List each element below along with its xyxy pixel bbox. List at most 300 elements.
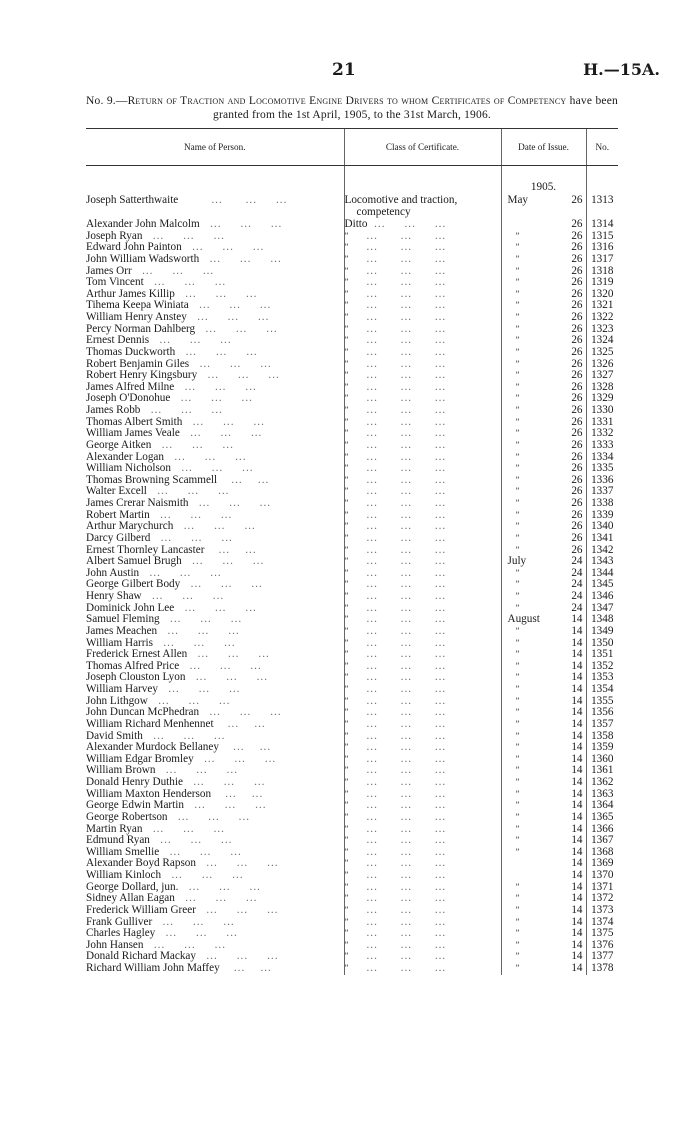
table-row: Alexander Boyd Rapson ... ... ... ” ... ... ... 14 1369: [86, 858, 618, 870]
issue-day: 26: [571, 427, 583, 440]
certificate-class: ”: [344, 416, 349, 427]
certificate-number: 1366: [586, 824, 618, 836]
issue-day: 26: [571, 194, 583, 207]
certificate-class: ”: [344, 230, 349, 241]
issue-day: 24: [571, 601, 583, 614]
issue-day: 26: [571, 276, 583, 289]
certificate-number: 1353: [586, 672, 618, 684]
certificate-class: ”: [344, 393, 349, 404]
issue-date: [501, 498, 586, 510]
issue-day: 14: [571, 903, 583, 916]
issue-month: ”: [515, 230, 520, 241]
certificate-class: ”: [344, 532, 349, 543]
issue-day: 26: [571, 357, 583, 370]
table-row: Thomas Browning Scammell ... ... ” ... ... ... ” 26 1336: [86, 475, 618, 487]
certificate-number: 1329: [586, 393, 618, 405]
person-name: James Alfred Milne: [86, 381, 175, 393]
table-row: William Nicholson ... ... ... ” ... ... ... ” 26 1335: [86, 463, 618, 475]
table-row: Alexander Murdock Bellaney ... ... ” ... ... ... ” 14 1359: [86, 742, 618, 754]
person-name: John Duncan McPhedran: [86, 707, 200, 719]
issue-month: ”: [515, 660, 520, 671]
person-name: Martin Ryan: [86, 823, 143, 835]
issue-day: 26: [571, 462, 583, 475]
certificate-class: ”: [344, 288, 349, 299]
person-name: John William Wadsworth: [86, 253, 200, 265]
issue-month: ”: [515, 963, 520, 973]
certificate-number: 1359: [586, 742, 618, 754]
certificate-class: ”: [344, 660, 349, 671]
issue-month: ”: [515, 916, 520, 927]
document-reference: H.—15A.: [583, 60, 660, 79]
table-row: James Meachen ... ... ... ” ... ... ... ” 14 1349: [86, 626, 618, 638]
header-no: No.: [586, 129, 618, 166]
certificate-class: ”: [344, 405, 349, 415]
certificate-class: ”: [344, 893, 349, 904]
table-row: Frederick William Greer ... ... ... ” ... ... ... ” 14 1373: [86, 905, 618, 917]
person-name: Percy Norman Dahlberg: [86, 323, 196, 335]
issue-day: 14: [571, 752, 583, 765]
table-row: Joseph Satterthwaite ... ... ... Locomotive and traction, May 26 1313: [86, 194, 618, 207]
certificate-number: 1314: [586, 219, 618, 231]
certificate-class: ”: [344, 567, 349, 578]
issue-month: ”: [515, 451, 520, 462]
caption-title: Return of Traction and Locomotive Engine Drivers to whom Certificates of Competency: [127, 95, 567, 107]
person-name: Arthur James Killip: [86, 288, 175, 300]
issue-month: ”: [515, 788, 520, 799]
person-name: Donald Henry Duthie: [86, 777, 183, 788]
certificate-number: 1339: [586, 510, 618, 522]
certificate-number: 1345: [586, 579, 618, 591]
issue-month: ”: [515, 532, 520, 543]
issue-date: [501, 219, 586, 231]
certificate-number: 1330: [586, 405, 618, 417]
issue-month: ”: [515, 939, 520, 950]
issue-month: ”: [515, 265, 520, 276]
issue-day: 14: [571, 799, 583, 812]
certificate-number: 1375: [586, 928, 618, 940]
certificate-class: ”: [344, 486, 349, 497]
certificate-class: ”: [344, 451, 349, 462]
table-row: James Alfred Milne ... ... ... ” ... ... ... ” 26 1328: [86, 382, 618, 394]
issue-day: 26: [571, 334, 583, 347]
table-row: Albert Samuel Brugh ... ... ... ” ... ... ... July 24 1343: [86, 556, 618, 568]
person-name: William Maxton Henderson: [86, 788, 212, 800]
issue-month: ”: [515, 881, 520, 892]
person-name: Thomas Duckworth: [86, 346, 176, 358]
certificate-number: 1349: [586, 626, 618, 638]
issue-day: 24: [571, 578, 583, 591]
issue-day: 26: [571, 508, 583, 521]
table-row: Sidney Allan Eagan ... ... ... ” ... ... ... ” 14 1372: [86, 893, 618, 905]
person-name: Robert Henry Kingsbury: [86, 370, 198, 382]
issue-month: ”: [515, 567, 520, 578]
table-row: Robert Martin ... ... ... ” ... ... ... ” 26 1339: [86, 510, 618, 522]
issue-month: ”: [515, 312, 520, 322]
person-name: Dominick John Lee: [86, 602, 175, 614]
certificate-number: 1341: [586, 533, 618, 545]
person-name: Henry Shaw: [86, 591, 142, 602]
issue-day: 14: [571, 915, 583, 928]
issue-day: 26: [571, 438, 583, 451]
certificate-number: 1351: [586, 649, 618, 661]
issue-month: ”: [515, 381, 520, 392]
certificate-class: ”: [344, 695, 349, 706]
certificate-class: ”: [344, 904, 349, 915]
issue-month: ”: [515, 800, 520, 811]
certificate-number: 1368: [586, 847, 618, 859]
issue-month: ”: [515, 486, 520, 497]
person-name: John Hansen: [86, 939, 144, 951]
issue-day: 26: [571, 345, 583, 358]
issue-month: ”: [515, 242, 520, 253]
issue-day: 26: [571, 287, 583, 300]
issue-day: 14: [571, 938, 583, 951]
issue-month: ”: [515, 277, 520, 288]
certificate-number: 1362: [586, 777, 618, 789]
certificate-class: ”: [344, 242, 349, 253]
issue-day: 26: [571, 369, 583, 382]
certificate-number: 1323: [586, 324, 618, 336]
certificate-number: 1315: [586, 231, 618, 243]
issue-date: [501, 194, 586, 207]
table-row: William Richard Menhennet ... ... ” ... ... ... ” 14 1357: [86, 719, 618, 731]
certificate-class: ”: [344, 509, 349, 520]
certificate-class: ”: [344, 346, 349, 357]
certificate-class: ”: [344, 428, 349, 439]
issue-month: ”: [515, 951, 520, 962]
certificate-class: ”: [344, 591, 349, 601]
table-row: Frederick Ernest Allen ... ... ... ” ... ... ... ” 14 1351: [86, 649, 618, 661]
certificate-class: ”: [344, 788, 349, 799]
certificate-number: 1378: [586, 963, 618, 975]
issue-day: 14: [571, 706, 583, 719]
table-row: George Robertson ... ... ... ” ... ... ... ” 14 1365: [86, 812, 618, 824]
certificate-class: ”: [344, 370, 349, 381]
issue-day: 26: [571, 241, 583, 254]
table-row: Donald Henry Duthie ... ... ... ” ... ... ... ” 14 1362: [86, 777, 618, 789]
certificate-number: 1364: [586, 800, 618, 812]
table-row: William Smellie ... ... ... ” ... ... ... ” 14 1368: [86, 847, 618, 859]
certificate-number: 1320: [586, 289, 618, 301]
issue-day: 26: [571, 322, 583, 335]
issue-date: [501, 719, 586, 731]
table-row: Henry Shaw ... ... ... ” ... ... ... ” 24 1346: [86, 591, 618, 603]
table-row: James Robb ... ... ... ” ... ... ... ” 26 1330: [86, 405, 618, 417]
issue-month: ”: [515, 835, 520, 846]
certificate-number: 1358: [586, 731, 618, 743]
person-name: Sidney Allan Eagan: [86, 893, 175, 905]
table-row: Walter Excell ... ... ... ” ... ... ... ” 26 1337: [86, 486, 618, 498]
person-name: William Kinloch: [86, 870, 162, 881]
certificate-class: ”: [344, 381, 349, 392]
issue-day: 14: [571, 927, 583, 940]
certificate-number: 1334: [586, 452, 618, 464]
person-name: George Gilbert Body: [86, 579, 181, 591]
certificate-number: 1325: [586, 347, 618, 359]
certificate-number: 1316: [586, 242, 618, 254]
person-name: George Dollard, jun.: [86, 881, 179, 893]
issue-date: [501, 347, 586, 359]
certificate-class: ”: [344, 916, 349, 927]
table-row: David Smith ... ... ... ” ... ... ... ” 14 1358: [86, 731, 618, 743]
person-name: Alexander Murdock Bellaney: [86, 742, 219, 754]
table-row: Edmund Ryan ... ... ... ” ... ... ... ” 14 1367: [86, 835, 618, 847]
issue-day: 26: [571, 485, 583, 498]
certificate-class: ”: [344, 707, 349, 718]
person-name: Donald Richard Mackay: [86, 951, 196, 963]
issue-month: ”: [515, 684, 520, 694]
issue-month: ”: [515, 777, 520, 787]
table-row: John Austin ... ... ... ” ... ... ... ” 24 1344: [86, 568, 618, 580]
table-row: William Kinloch ... ... ... ” ... ... ... 14 1370: [86, 870, 618, 882]
person-name: Robert Benjamin Giles: [86, 358, 190, 370]
person-name: William Smellie: [86, 846, 160, 858]
table-row: John Duncan McPhedran ... ... ... ” ... ... ... ” 14 1356: [86, 707, 618, 719]
issue-date: [501, 312, 586, 324]
certificate-class: ”: [344, 439, 349, 450]
issue-month: ”: [515, 893, 520, 904]
table-row: Robert Henry Kingsbury ... ... ... ” ... ... ... ” 26 1327: [86, 370, 618, 382]
table-row: Richard William John Maffey ... ... ” ... ... ... ” 14 1378: [86, 963, 618, 975]
issue-month: ”: [515, 428, 520, 439]
issue-month: ”: [515, 393, 520, 404]
issue-day: 26: [571, 218, 583, 230]
person-name: David Smith: [86, 730, 143, 742]
issue-day: 14: [571, 613, 583, 626]
person-name: Joseph Satterthwaite: [86, 194, 179, 207]
issue-month: ”: [515, 521, 520, 532]
table-row: Ernest Thornley Lancaster ... ... ” ... ... ... ” 26 1342: [86, 545, 618, 557]
caption-rest: have been granted from the 1st April, 1905, to the 31st March, 1906.: [213, 95, 618, 121]
person-name: Ernest Dennis: [86, 335, 150, 347]
certificate-class: ”: [344, 521, 349, 532]
certificate-number: 1348: [586, 614, 618, 626]
table-row: James Crerar Naismith ... ... ... ” ... ... ... ” 26 1338: [86, 498, 618, 510]
person-name: Thomas Alfred Price: [86, 660, 180, 672]
issue-month: ”: [515, 288, 520, 299]
issue-day: 26: [571, 531, 583, 544]
person-name: Edward John Painton: [86, 242, 182, 254]
certificate-class: ”: [344, 718, 349, 729]
issue-month: May: [507, 194, 529, 207]
issue-month: ”: [515, 695, 520, 706]
table-row: George Dollard, jun. ... ... ... ” ... ... ... ” 14 1371: [86, 882, 618, 894]
certificate-class: ”: [344, 846, 349, 857]
table-row: Frank Gulliver ... ... ... ” ... ... ... ” 14 1374: [86, 917, 618, 929]
certificate-number: 1319: [586, 277, 618, 289]
certificate-number: 1352: [586, 661, 618, 673]
certificate-class: ”: [344, 730, 349, 741]
certificate-number: 1333: [586, 440, 618, 452]
issue-month: ”: [515, 498, 520, 508]
table-row: Tom Vincent ... ... ... ” ... ... ... ” 26 1319: [86, 277, 618, 289]
certificate-class: ”: [344, 951, 349, 962]
table-row: Robert Benjamin Giles ... ... ... ” ... ... ... ” 26 1326: [86, 359, 618, 371]
person-name: William Henry Anstey: [86, 312, 187, 323]
certificate-class: ”: [344, 928, 349, 939]
certificate-class: ”: [344, 800, 349, 811]
issue-month: August: [507, 613, 540, 626]
issue-date: [501, 626, 586, 638]
table-row: William Henry Anstey ... ... ... ” ... ... ... ” 26 1322: [86, 312, 618, 324]
caption-prefix: No. 9.—: [86, 95, 128, 107]
person-name: Frank Gulliver: [86, 916, 153, 928]
table-row: Arthur James Killip ... ... ... ” ... ... ... ” 26 1320: [86, 289, 618, 301]
issue-month: ”: [515, 300, 520, 311]
certificate-number: 1328: [586, 382, 618, 394]
issue-date: [501, 556, 586, 568]
certificate-number: 1361: [586, 765, 618, 777]
certificate-class: ”: [344, 300, 349, 311]
table-header-row: [86, 129, 618, 166]
certificate-class: ”: [344, 753, 349, 764]
issue-date: [501, 905, 586, 917]
person-name: James Meachen: [86, 625, 158, 637]
table-row: Ernest Dennis ... ... ... ” ... ... ... ” 26 1324: [86, 335, 618, 347]
header-date: Date of Issue.: [501, 129, 586, 166]
certificate-number: 1377: [586, 951, 618, 963]
certificate-class: ”: [344, 556, 349, 567]
certificate-class: ”: [344, 253, 349, 264]
certificate-class: ”: [344, 602, 349, 613]
issue-date: [501, 440, 586, 452]
certificate-class: ”: [344, 963, 349, 973]
header-name: Name of Person.: [86, 129, 344, 166]
table-row: John Hansen ... ... ... ” ... ... ... ” 14 1376: [86, 940, 618, 952]
certificate-number: 1360: [586, 754, 618, 766]
page-number: 21: [332, 60, 356, 80]
issue-month: ”: [515, 730, 520, 741]
certificate-class: ”: [344, 463, 349, 474]
person-name: William Harvey: [86, 684, 158, 695]
person-name: William Harris: [86, 637, 153, 649]
issue-date: [501, 928, 586, 940]
issue-month: July: [507, 555, 527, 568]
certificate-class: ”: [344, 939, 349, 950]
person-name: Joseph O'Donohue: [86, 393, 171, 405]
issue-day: 14: [571, 694, 583, 707]
table-row: William Edgar Bromley ... ... ... ” ... ... ... ” 14 1360: [86, 754, 618, 766]
issue-date: [501, 591, 586, 603]
issue-date: [501, 742, 586, 754]
issue-day: 14: [571, 717, 583, 730]
certificate-number: 1365: [586, 812, 618, 824]
issue-day: 26: [571, 473, 583, 486]
issue-month: ”: [515, 370, 520, 381]
person-name: James Robb: [86, 405, 141, 416]
issue-month: ”: [515, 439, 520, 450]
certificate-number: 1355: [586, 696, 618, 708]
certificate-number: 1343: [586, 556, 618, 568]
issue-day: 14: [571, 659, 583, 672]
table-row: Tihema Keepa Winiata ... ... ... ” ... ... ... ” 26 1321: [86, 300, 618, 312]
issue-month: ”: [515, 358, 520, 369]
table-row: John Lithgow ... ... ... ” ... ... ... ” 14 1355: [86, 696, 618, 708]
issue-day: 26: [571, 264, 583, 277]
person-name: Edmund Ryan: [86, 835, 150, 847]
table-row: Alexander John Malcolm ... ... ... Ditto ... ... ... 26 1314: [86, 219, 618, 231]
issue-month: ”: [515, 904, 520, 915]
certificate-number: 1357: [586, 719, 618, 731]
certificate-number: 1335: [586, 463, 618, 475]
table-row: Joseph Ryan ... ... ... ” ... ... ... ” 26 1315: [86, 231, 618, 243]
issue-date: [501, 835, 586, 847]
certificate-number: 1356: [586, 707, 618, 719]
table-row: Charles Hagley ... ... ... ” ... ... ... ” 14 1375: [86, 928, 618, 940]
issue-date: [501, 870, 586, 882]
issue-day: 26: [571, 450, 583, 463]
person-name: Joseph Ryan: [86, 230, 143, 242]
table-row: William Harvey ... ... ... ” ... ... ... ” 14 1354: [86, 684, 618, 696]
certificate-class: ”: [344, 625, 349, 636]
issue-day: 14: [571, 950, 583, 963]
issue-day: 14: [571, 683, 583, 695]
issue-day: 26: [571, 497, 583, 509]
person-name: Frederick Ernest Allen: [86, 649, 188, 661]
certificate-number: 1369: [586, 858, 618, 870]
table-row: William Harris ... ... ... ” ... ... ... ” 14 1350: [86, 638, 618, 650]
issue-month: ”: [515, 323, 520, 334]
person-name: Alexander John Malcolm: [86, 219, 200, 230]
table-row: Donald Richard Mackay ... ... ... ” ... ... ... ” 14 1377: [86, 951, 618, 963]
issue-month: ”: [515, 753, 520, 764]
issue-day: 26: [571, 404, 583, 416]
issue-day: 26: [571, 311, 583, 323]
issue-month: ”: [515, 474, 520, 485]
issue-date: [501, 963, 586, 975]
certificate-class: ”: [344, 312, 349, 322]
table-row: George Aitken ... ... ... ” ... ... ... ” 26 1333: [86, 440, 618, 452]
issue-day: 26: [571, 415, 583, 428]
issue-month: ”: [515, 509, 520, 520]
certificate-class: ”: [344, 823, 349, 834]
person-name: Joseph Clouston Lyon: [86, 672, 186, 684]
issue-day: 24: [571, 555, 583, 568]
certificate-number: 1337: [586, 486, 618, 498]
certificate-class: ”: [344, 265, 349, 276]
certificate-number: 1373: [586, 905, 618, 917]
certificate-class: ”: [344, 672, 349, 683]
person-name: George Edwin Martin: [86, 800, 184, 812]
issue-date: [501, 370, 586, 382]
person-name: Ernest Thornley Lancaster: [86, 544, 205, 556]
certificate-class-continued: competency: [344, 207, 501, 219]
table-row: John William Wadsworth ... ... ... ” ... ... ... ” 26 1317: [86, 254, 618, 266]
person-name: George Robertson: [86, 811, 168, 823]
certificate-class: ”: [344, 765, 349, 776]
certificate-number: 1326: [586, 359, 618, 371]
table-row: Edward John Painton ... ... ... ” ... ... ... ” 26 1316: [86, 242, 618, 254]
certificate-class: ”: [344, 579, 349, 590]
issue-date: [501, 277, 586, 289]
issue-day: 26: [571, 299, 583, 312]
certificate-number: 1354: [586, 684, 618, 696]
issue-month: ”: [515, 625, 520, 636]
issue-day: 14: [571, 880, 583, 893]
table-row: Darcy Gilberd ... ... ... ” ... ... ... ” 26 1341: [86, 533, 618, 545]
issue-day: 26: [571, 252, 583, 265]
person-name: George Aitken: [86, 439, 152, 451]
issue-date: [501, 405, 586, 417]
certificate-number: 1324: [586, 335, 618, 347]
issue-month: ”: [515, 335, 520, 346]
year-label: 1905.: [501, 172, 586, 194]
table-row: Alexander Logan ... ... ... ” ... ... ... ” 26 1334: [86, 452, 618, 464]
issue-month: ”: [515, 463, 520, 474]
person-name: Alexander Boyd Rapson: [86, 858, 196, 870]
issue-month: ”: [515, 579, 520, 590]
person-name: Tom Vincent: [86, 277, 144, 289]
